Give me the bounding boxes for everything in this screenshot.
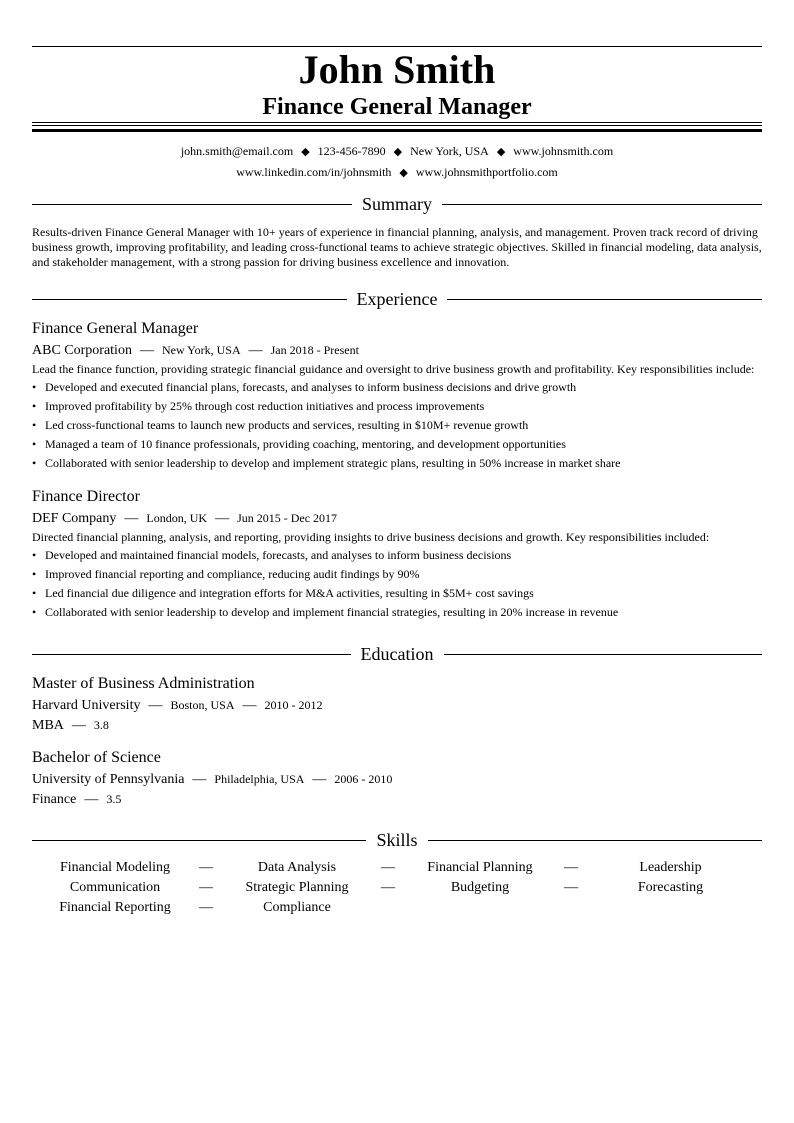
list-item: • Led financial due diligence and integration efforts for M&A activities, resulting in $5M+ cost savings — [32, 584, 762, 603]
bullet-icon: • — [32, 437, 37, 451]
candidate-name: John Smith — [298, 47, 496, 92]
field-meta: Finance — 3.5 — [32, 792, 122, 807]
skill-item: Strategic Planning — [245, 880, 349, 895]
company: ABC Corporation — [32, 343, 132, 358]
contact-line-1 — [32, 143, 762, 160]
education-heading: Education — [32, 642, 762, 666]
school-location: Boston, USA — [170, 698, 235, 712]
job-location: London, UK — [146, 511, 208, 525]
gpa: 3.8 — [93, 718, 109, 732]
job-meta: DEF Company — London, UK — Jun 2015 - Dec 2017 — [32, 511, 338, 526]
degree: Bachelor of Science — [32, 749, 161, 766]
skill-divider: — — [199, 860, 213, 875]
skill-divider: — — [199, 880, 213, 895]
job-location: New York, USA — [161, 343, 241, 357]
school: Harvard University — [32, 698, 141, 713]
school: University of Pennsylvania — [32, 772, 185, 787]
skill-divider: — — [564, 860, 578, 875]
bullet-icon: • — [32, 605, 37, 619]
school-meta: Harvard University — Boston, USA — 2010 - 2012 — [32, 698, 323, 713]
field: MBA — [32, 718, 64, 733]
field-meta: MBA — 3.8 — [32, 718, 109, 733]
skills-grid — [32, 858, 762, 918]
contact-line-2 — [32, 164, 762, 181]
bullet-icon: • — [32, 567, 37, 581]
skills-row — [32, 858, 762, 878]
skill-divider: — — [564, 880, 578, 895]
job-title: Finance General Manager — [32, 320, 199, 337]
job-bullets — [32, 546, 762, 622]
skill-item: Compliance — [263, 900, 331, 915]
degree: Master of Business Administration — [32, 675, 255, 692]
field: Finance — [32, 792, 77, 807]
header-rule — [32, 125, 762, 126]
email[interactable]: john.smith@email.com — [180, 144, 294, 158]
job-meta: ABC Corporation — New York, USA — Jan 2018 - Present — [32, 343, 359, 358]
job-description: Directed financial planning, analysis, and reporting, providing insights to drive business decisions and growth. Key responsibilities included: — [32, 530, 710, 544]
linkedin-link[interactable]: www.linkedin.com/in/johnsmith — [236, 165, 392, 179]
portfolio-link[interactable]: www.johnsmithportfolio.com — [415, 165, 558, 179]
skills-row — [32, 878, 762, 898]
skill-item: Communication — [69, 880, 161, 895]
list-item: • Developed and maintained financial models, forecasts, and analyses to inform business decisions — [32, 546, 762, 565]
job-dates: Jan 2018 - Present — [270, 343, 359, 357]
header-rule — [32, 122, 762, 123]
company: DEF Company — [32, 511, 117, 526]
skill-divider: — — [381, 860, 395, 875]
website-link[interactable]: www.johnsmith.com — [513, 144, 614, 158]
bullet-icon: • — [32, 380, 37, 394]
skill-item: Data Analysis — [257, 860, 337, 875]
list-item: • Managed a team of 10 finance professionals, providing coaching, mentoring, and development opportunities — [32, 435, 762, 454]
bullet-icon: • — [32, 399, 37, 413]
skill-divider: — — [199, 900, 213, 915]
summary-text: Results-driven Finance General Manager with 10+ years of experience in financial planning, analysis, and management. Proven track record of driving business growth, improving profitability, and leading cross-functional teams to achieve strategic objectives. Skilled in financial modeling, data analysis, and stakeholder management, with a strong passion for driving business excellence and innovation. — [32, 225, 762, 269]
bullet-icon: • — [32, 456, 37, 470]
location: New York, USA — [410, 144, 489, 158]
bullet-icon: • — [32, 586, 37, 600]
list-item: • Improved financial reporting and compliance, reducing audit findings by 90% — [32, 565, 762, 584]
bullet-icon: • — [32, 548, 37, 562]
summary-heading: Summary — [32, 192, 762, 216]
school-dates: 2006 - 2010 — [334, 772, 393, 786]
diamond-separator-icon: ◆ — [496, 146, 506, 158]
diamond-separator-icon: ◆ — [301, 146, 310, 158]
list-item: • Collaborated with senior leadership to develop and implement financial strategies, resulting in 20% increase in revenue — [32, 603, 762, 622]
skill-item: Financial Planning — [427, 860, 533, 875]
header-rule-thick — [32, 129, 762, 132]
gpa: 3.5 — [106, 792, 122, 806]
job-title: Finance Director — [32, 488, 140, 505]
list-item: • Developed and executed financial plans, forecasts, and analyses to inform business decisions and drive growth — [32, 378, 762, 397]
list-item: • Led cross-functional teams to launch new products and services, resulting in $10M+ revenue growth — [32, 416, 762, 435]
diamond-separator-icon: ◆ — [393, 146, 403, 158]
candidate-title: Finance General Manager — [262, 94, 532, 120]
diamond-separator-icon: ◆ — [399, 167, 408, 179]
job-bullets — [32, 378, 762, 473]
school-location: Philadelphia, USA — [214, 772, 305, 786]
job-description: Lead the finance function, providing strategic financial guidance and oversight to drive business growth and profitability. Key responsibilities include: — [32, 362, 755, 376]
list-item: • Improved profitability by 25% through cost reduction initiatives and process improvements — [32, 397, 762, 416]
experience-heading: Experience — [32, 287, 762, 311]
phone: 123-456-7890 — [317, 144, 386, 158]
school-meta: University of Pennsylvania — Philadelphia, USA — 2006 - 2010 — [32, 772, 393, 787]
school-dates: 2010 - 2012 — [264, 698, 323, 712]
skill-divider: — — [381, 880, 395, 895]
bullet-icon: • — [32, 418, 37, 432]
job-dates: Jun 2015 - Dec 2017 — [237, 511, 338, 525]
skill-item: Forecasting — [637, 880, 704, 895]
skill-item: Financial Reporting — [59, 900, 171, 915]
skills-row — [32, 898, 762, 918]
skill-item: Budgeting — [450, 880, 510, 895]
skill-item: Financial Modeling — [59, 860, 171, 875]
skills-heading: Skills — [32, 828, 762, 852]
list-item: • Collaborated with senior leadership to develop and implement strategic plans, resulting in 50% increase in market share — [32, 454, 762, 473]
skill-item: Leadership — [639, 860, 702, 875]
